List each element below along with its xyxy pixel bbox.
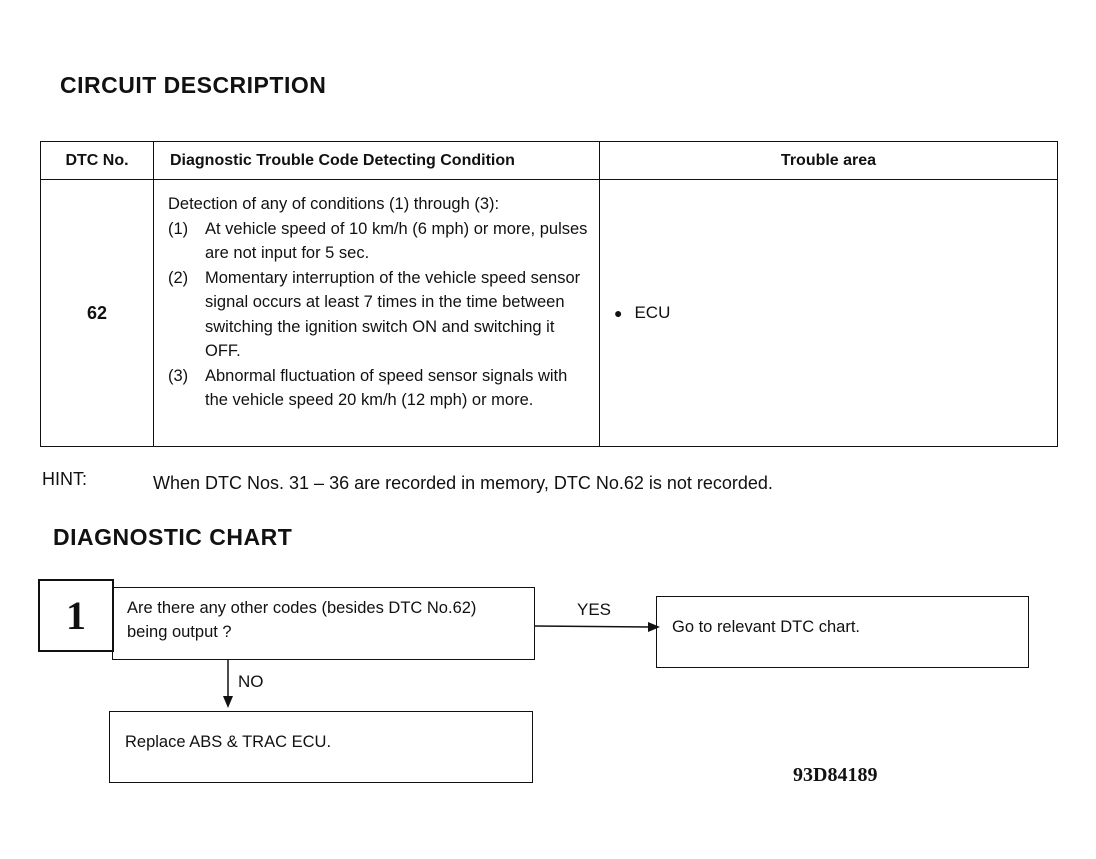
header-condition: Diagnostic Trouble Code Detecting Condition — [154, 142, 600, 180]
header-dtc-no: DTC No. — [41, 142, 154, 180]
condition-number: (1) — [168, 219, 189, 238]
header-trouble-area: Trouble area — [600, 142, 1058, 180]
no-action-box: Replace ABS & TRAC ECU. — [109, 711, 533, 783]
condition-text: At vehicle speed of 10 km/h (6 mph) or more, pulses are not input for 5 sec. — [205, 219, 588, 262]
condition-number: (3) — [168, 366, 189, 385]
no-label: NO — [238, 672, 264, 691]
no-arrow — [223, 660, 233, 708]
dtc-code-cell: 62 — [41, 180, 154, 447]
yes-label: YES — [577, 600, 612, 619]
hint-label: HINT: — [42, 469, 87, 489]
diagnostic-chart-heading: DIAGNOSTIC CHART — [53, 524, 293, 550]
hint-text: When DTC Nos. 31 – 36 are recorded in memory, DTC No.62 is not recorded. — [153, 473, 773, 493]
step-number-box: 1 — [38, 579, 114, 652]
condition-intro: Detection of any of conditions (1) through (3): — [168, 195, 500, 213]
condition-text: Momentary interruption of the vehicle speed sensor signal occurs at least 7 times in the time between switching the ignition switch ON and switching it OFF. — [205, 268, 581, 360]
bullet-icon: ● — [614, 305, 623, 321]
circuit-description-heading: CIRCUIT DESCRIPTION — [60, 72, 327, 98]
question-box: Are there any other codes (besides DTC No.62) being output ? — [112, 587, 535, 660]
condition-text: Abnormal fluctuation of speed sensor signals with the vehicle speed 20 km/h (12 mph) or more. — [205, 366, 568, 409]
yes-arrow — [535, 622, 660, 632]
yes-action-box: Go to relevant DTC chart. — [656, 596, 1029, 668]
condition-number: (2) — [168, 268, 189, 287]
trouble-area-text: ECU — [634, 303, 671, 322]
figure-id: 93D84189 — [793, 764, 878, 786]
